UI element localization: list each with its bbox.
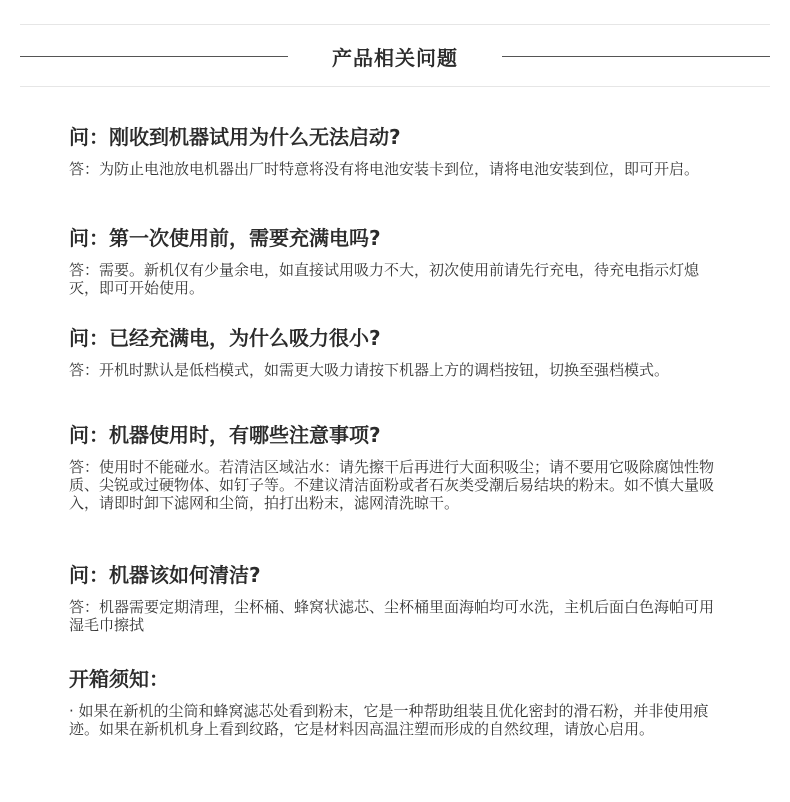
unboxing-notice xyxy=(69,664,719,738)
faq-question: 问：机器该如何清洁? xyxy=(69,563,261,587)
top-divider xyxy=(20,24,770,25)
header-bottom-divider xyxy=(20,86,770,87)
faq-question: 问：刚收到机器试用为什么无法启动? xyxy=(69,125,401,149)
faq-item xyxy=(69,122,719,223)
faq-list xyxy=(69,122,719,738)
faq-item xyxy=(69,323,719,420)
notice-title: 开箱须知： xyxy=(69,667,169,691)
faq-answer: 答：机器需要定期清理，尘杯桶、蜂窝状滤芯、尘杯桶里面海帕均可水洗，主机后面白色海帕可用湿毛巾擦拭 xyxy=(69,598,715,634)
faq-item xyxy=(69,223,719,323)
faq-answer: 答：开机时默认是低档模式，如需更大吸力请按下机器上方的调档按钮，切换至强档模式。 xyxy=(69,361,670,379)
faq-answer: 答：需要。新机仅有少量余电，如直接试用吸力不大，初次使用前请先行充电，待充电指示灯熄灭，即可开始使用。 xyxy=(69,261,700,297)
header-right-line xyxy=(502,56,770,57)
faq-answer: 答：为防止电池放电机器出厂时特意将没有将电池安装卡到位，请将电池安装到位，即可开启。 xyxy=(69,160,700,178)
faq-question: 问：已经充满电，为什么吸力很小? xyxy=(69,326,381,350)
faq-item xyxy=(69,560,719,664)
header-left-line xyxy=(20,56,288,57)
notice-text: · 如果在新机的尘筒和蜂窝滤芯处看到粉末，它是一种帮助组装且优化密封的滑石粉，并非使用痕迹。如果在新机机身上看到纹路，它是材料因高温注塑而形成的自然纹理，请放心启用。 xyxy=(69,702,709,738)
faq-item xyxy=(69,420,719,560)
section-header xyxy=(20,38,770,74)
section-title: 产品相关问题 xyxy=(332,45,458,70)
faq-question: 问：第一次使用前，需要充满电吗? xyxy=(69,226,381,250)
faq-question: 问：机器使用时，有哪些注意事项? xyxy=(69,423,381,447)
faq-answer: 答：使用时不能碰水。若清洁区域沾水：请先擦干后再进行大面积吸尘；请不要用它吸除腐蚀性物质、尖锐或过硬物体、如钉子等。不建议清洁面粉或者石灰类受潮后易结块的粉末。如不慎大量吸入，请即时卸下滤网和尘筒，拍打出粉末，滤网清洗晾干。 xyxy=(69,458,715,512)
